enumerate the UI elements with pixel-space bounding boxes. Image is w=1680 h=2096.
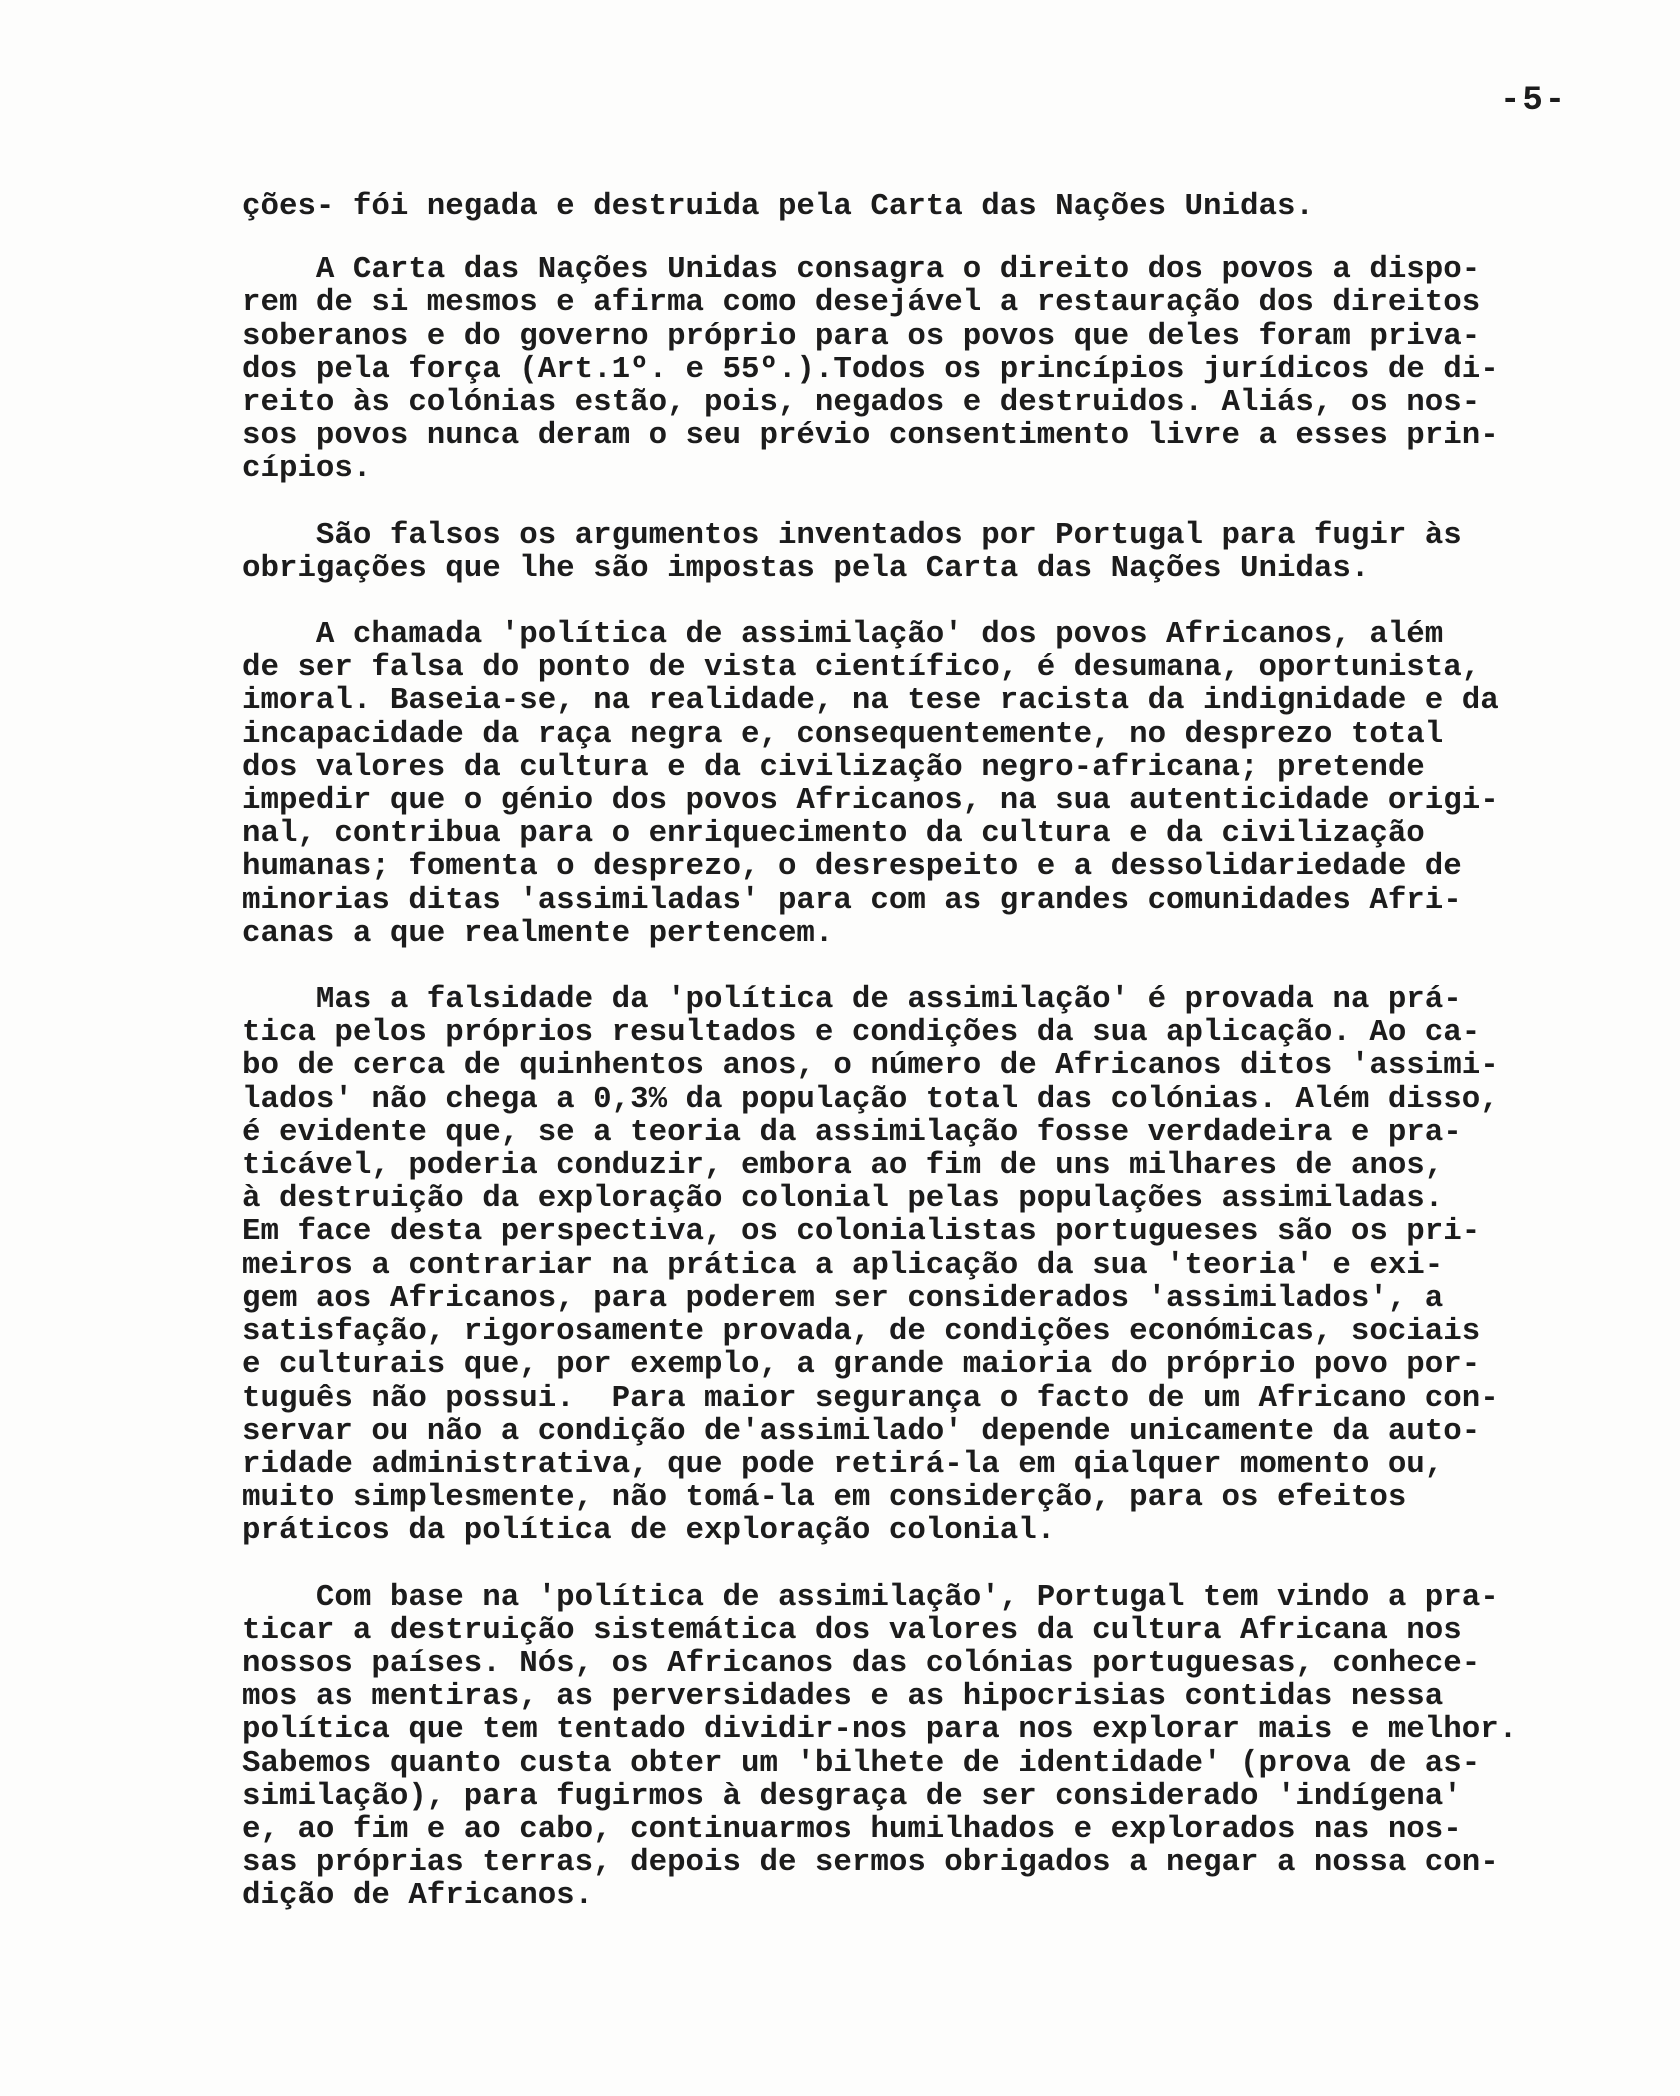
paragraph-6 — [242, 1581, 1642, 1913]
paragraph-2 — [242, 253, 1642, 485]
text-line: ticar a destruição sistemática dos valores da cultura Africana nos — [242, 1612, 1462, 1648]
text-line: imoral. Baseia-se, na realidade, na tese racista da indignidade e da — [242, 683, 1499, 719]
text-line: Em face desta perspectiva, os colonialistas portugueses são os pri- — [242, 1214, 1481, 1250]
text-line: tuguês não possui. Para maior segurança o facto de um Africano con- — [242, 1380, 1499, 1416]
text-line: satisfação, rigorosamente provada, de condições económicas, sociais — [242, 1314, 1481, 1350]
text-line: incapacidade da raça negra e, consequentemente, no desprezo total — [242, 716, 1444, 752]
paragraph-1 — [242, 190, 1642, 223]
text-line: cípios. — [242, 451, 372, 487]
text-line: Sabemos quanto custa obter um 'bilhete de identidade' (prova de as- — [242, 1745, 1481, 1781]
text-line: dos valores da cultura e da civilização negro-africana; pretende — [242, 749, 1425, 785]
text-line: ridade administrativa, que pode retirá-la em qialquer momento ou, — [242, 1446, 1444, 1482]
page-number: -5- — [1500, 82, 1568, 120]
text-line: nal, contribua para o enriquecimento da cultura e da civilização — [242, 816, 1425, 852]
text-line: A chamada 'política de assimilação' dos povos Africanos, além — [242, 617, 1444, 653]
text-line: muito simplesmente, não tomá-la em considerção, para os efeitos — [242, 1480, 1407, 1516]
text-line: servar ou não a condição de'assimilado' depende unicamente da auto- — [242, 1413, 1481, 1449]
text-line: reito às colónias estão, pois, negados e destruidos. Aliás, os nos- — [242, 385, 1481, 421]
text-line: Com base na 'política de assimilação', Portugal tem vindo a pra- — [242, 1579, 1499, 1615]
text-line: e, ao fim e ao cabo, continuarmos humilhados e explorados nas nos- — [242, 1811, 1462, 1847]
text-line: tica pelos próprios resultados e condições da sua aplicação. Ao ca- — [242, 1015, 1481, 1051]
text-line: São falsos os argumentos inventados por Portugal para fugir às — [242, 517, 1462, 553]
text-line: sas próprias terras, depois de sermos obrigados a negar a nossa con- — [242, 1845, 1499, 1881]
text-line: lados' não chega a 0,3% da população total das colónias. Além disso, — [242, 1081, 1499, 1117]
text-line: gem aos Africanos, para poderem ser considerados 'assimilados', a — [242, 1280, 1444, 1316]
text-line: nossos países. Nós, os Africanos das colónias portuguesas, conhece- — [242, 1645, 1481, 1681]
text-line: soberanos e do governo próprio para os povos que deles foram priva- — [242, 318, 1481, 354]
text-line: A Carta das Nações Unidas consagra o direito dos povos a dispo- — [242, 252, 1481, 288]
paragraph-4 — [242, 618, 1642, 950]
text-line: impedir que o génio dos povos Africanos, na sua autenticidade origi- — [242, 783, 1499, 819]
text-line: à destruição da exploração colonial pelas populações assimiladas. — [242, 1181, 1444, 1217]
text-line: sos povos nunca deram o seu prévio consentimento livre a esses prin- — [242, 418, 1499, 454]
text-line: é evidente que, se a teoria da assimilação fosse verdadeira e pra- — [242, 1114, 1462, 1150]
text-line: meiros a contrariar na prática a aplicação da sua 'teoria' e exi- — [242, 1247, 1444, 1283]
text-line: similação), para fugirmos à desgraça de ser considerado 'indígena' — [242, 1778, 1462, 1814]
text-line: práticos da política de exploração colonial. — [242, 1513, 1056, 1549]
text-line: política que tem tentado dividir-nos para nos explorar mais e melhor. — [242, 1712, 1518, 1748]
body-text — [242, 190, 1642, 1913]
text-line: Mas a falsidade da 'política de assimilação' é provada na prá- — [242, 982, 1462, 1018]
text-line: dição de Africanos. — [242, 1878, 594, 1914]
text-line: humanas; fomenta o desprezo, o desrespeito e a dessolidariedade de — [242, 849, 1462, 885]
text-line: rem de si mesmos e afirma como desejável a restauração dos direitos — [242, 285, 1481, 321]
text-line: e culturais que, por exemplo, a grande maioria do próprio povo por- — [242, 1347, 1481, 1383]
text-line: ticável, poderia conduzir, embora ao fim de uns milhares de anos, — [242, 1148, 1444, 1184]
paragraph-5 — [242, 983, 1642, 1547]
text-line: canas a que realmente pertencem. — [242, 915, 834, 951]
text-line: de ser falsa do ponto de vista científico, é desumana, oportunista, — [242, 650, 1481, 686]
text-line: bo de cerca de quinhentos anos, o número de Africanos ditos 'assimi- — [242, 1048, 1499, 1084]
text-line: ções- fói negada e destruida pela Carta das Nações Unidas. — [242, 189, 1314, 224]
paragraph-3 — [242, 519, 1642, 585]
text-line: minorias ditas 'assimiladas' para com as grandes comunidades Afri- — [242, 882, 1462, 918]
text-line: dos pela força (Art.1º. e 55º.).Todos os princípios jurídicos de di- — [242, 351, 1499, 387]
text-line: mos as mentiras, as perversidades e as hipocrisias contidas nessa — [242, 1679, 1444, 1715]
text-line: obrigações que lhe são impostas pela Carta das Nações Unidas. — [242, 550, 1370, 586]
